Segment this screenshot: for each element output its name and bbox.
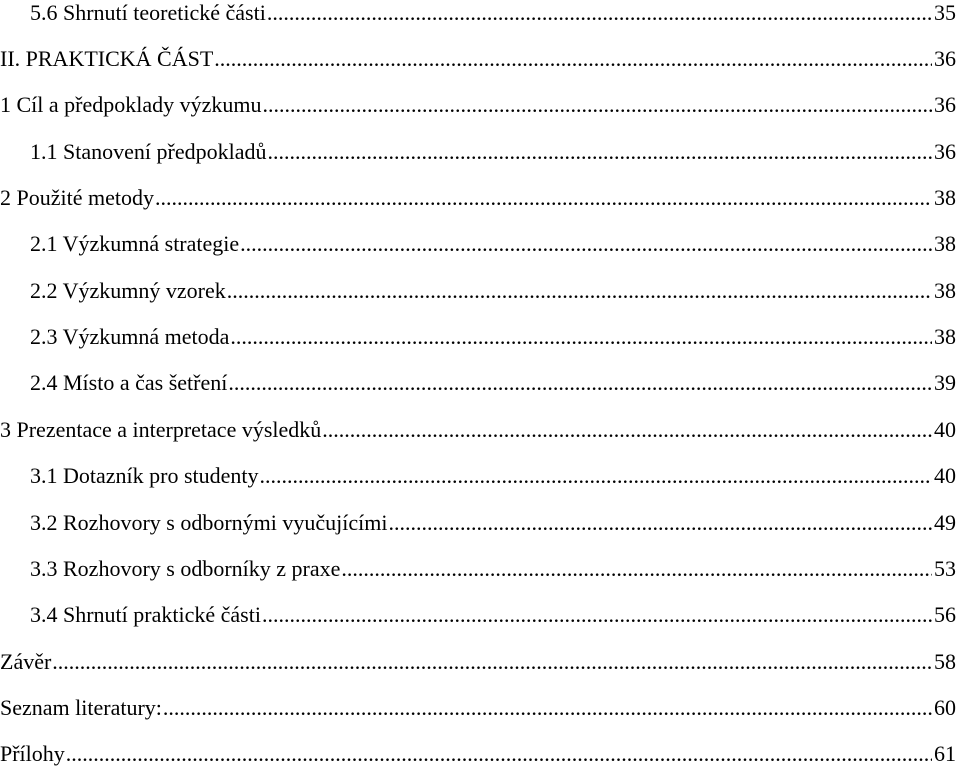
toc-entry-label: Závěr bbox=[0, 649, 52, 674]
toc-entry-label: 2.2 Výzkumný vzorek bbox=[30, 278, 226, 303]
dot-leader bbox=[214, 43, 932, 75]
toc-entry-3-4[interactable] bbox=[30, 599, 956, 631]
dot-leader bbox=[322, 414, 932, 446]
toc-entry-page: 56 bbox=[934, 602, 956, 627]
toc-entry-label: II. PRAKTICKÁ ČÁST bbox=[0, 46, 214, 71]
dot-leader bbox=[163, 692, 932, 724]
toc-entry-page: 40 bbox=[934, 463, 956, 488]
toc-entry-2[interactable] bbox=[0, 182, 956, 214]
toc-entry-label: 3.2 Rozhovory s odbornými vyučujícími bbox=[30, 510, 388, 535]
toc-entry-label: 3 Prezentace a interpretace výsledků bbox=[0, 417, 322, 442]
toc-entry-page: 36 bbox=[934, 46, 956, 71]
toc-entry-page: 38 bbox=[934, 324, 956, 349]
toc-entry-label: Seznam literatury: bbox=[0, 695, 162, 720]
toc-entry-label: 2.4 Místo a čas šetření bbox=[30, 370, 228, 395]
toc-entry-label: 1.1 Stanovení předpokladů bbox=[30, 139, 267, 164]
dot-leader bbox=[260, 460, 932, 492]
toc-entry-label: 2.3 Výzkumná metoda bbox=[30, 324, 230, 349]
toc-entry-page: 36 bbox=[934, 92, 956, 117]
toc-entry-page: 35 bbox=[934, 0, 956, 25]
dot-leader bbox=[267, 0, 932, 29]
toc-entry-2-1[interactable] bbox=[30, 228, 956, 260]
toc-entry-page: 58 bbox=[934, 649, 956, 674]
toc-entry-prilohy[interactable] bbox=[0, 738, 956, 770]
toc-entry-label: 2 Použité metody bbox=[0, 185, 154, 210]
dot-leader bbox=[267, 136, 932, 168]
toc-entry-page: 38 bbox=[934, 278, 956, 303]
dot-leader bbox=[227, 275, 932, 307]
dot-leader bbox=[240, 228, 932, 260]
toc-entry-label: 2.1 Výzkumná strategie bbox=[30, 231, 240, 256]
dot-leader bbox=[263, 89, 932, 121]
toc-entry-3-2[interactable] bbox=[30, 507, 956, 539]
toc-entry-5-6[interactable] bbox=[30, 0, 956, 29]
dot-leader bbox=[66, 738, 932, 770]
toc-entry-page: 60 bbox=[934, 695, 956, 720]
toc-entry-2-3[interactable] bbox=[30, 321, 956, 353]
dot-leader bbox=[341, 553, 932, 585]
toc-entry-page: 61 bbox=[934, 741, 956, 766]
toc-entry-3[interactable] bbox=[0, 414, 956, 446]
toc-entry-label: 3.3 Rozhovory s odborníky z praxe bbox=[30, 556, 341, 581]
dot-leader bbox=[388, 507, 932, 539]
toc-entry-2-2[interactable] bbox=[30, 275, 956, 307]
toc-entry-part-2[interactable] bbox=[0, 43, 956, 75]
toc-entry-label: 3.4 Shrnutí praktické části bbox=[30, 602, 261, 627]
toc-entry-page: 39 bbox=[934, 370, 956, 395]
dot-leader bbox=[52, 646, 932, 678]
toc-entry-1[interactable] bbox=[0, 89, 956, 121]
toc-entry-page: 49 bbox=[934, 510, 956, 535]
toc-entry-page: 40 bbox=[934, 417, 956, 442]
dot-leader bbox=[228, 367, 932, 399]
toc-entry-literatura[interactable] bbox=[0, 692, 956, 724]
toc-entry-label: 3.1 Dotazník pro studenty bbox=[30, 463, 259, 488]
dot-leader bbox=[262, 599, 932, 631]
toc-entry-3-3[interactable] bbox=[30, 553, 956, 585]
toc-entry-2-4[interactable] bbox=[30, 367, 956, 399]
toc-entry-label: Přílohy bbox=[0, 741, 65, 766]
toc-entry-label: 5.6 Shrnutí teoretické části bbox=[30, 0, 266, 25]
toc-entry-page: 38 bbox=[934, 185, 956, 210]
toc-entry-1-1[interactable] bbox=[30, 136, 956, 168]
toc-entry-label: 1 Cíl a předpoklady výzkumu bbox=[0, 92, 262, 117]
toc-entry-zaver[interactable] bbox=[0, 646, 956, 678]
dot-leader bbox=[230, 321, 932, 353]
toc-entry-page: 53 bbox=[934, 556, 956, 581]
toc-entry-page: 36 bbox=[934, 139, 956, 164]
toc-entry-3-1[interactable] bbox=[30, 460, 956, 492]
dot-leader bbox=[155, 182, 932, 214]
toc-entry-page: 38 bbox=[934, 231, 956, 256]
